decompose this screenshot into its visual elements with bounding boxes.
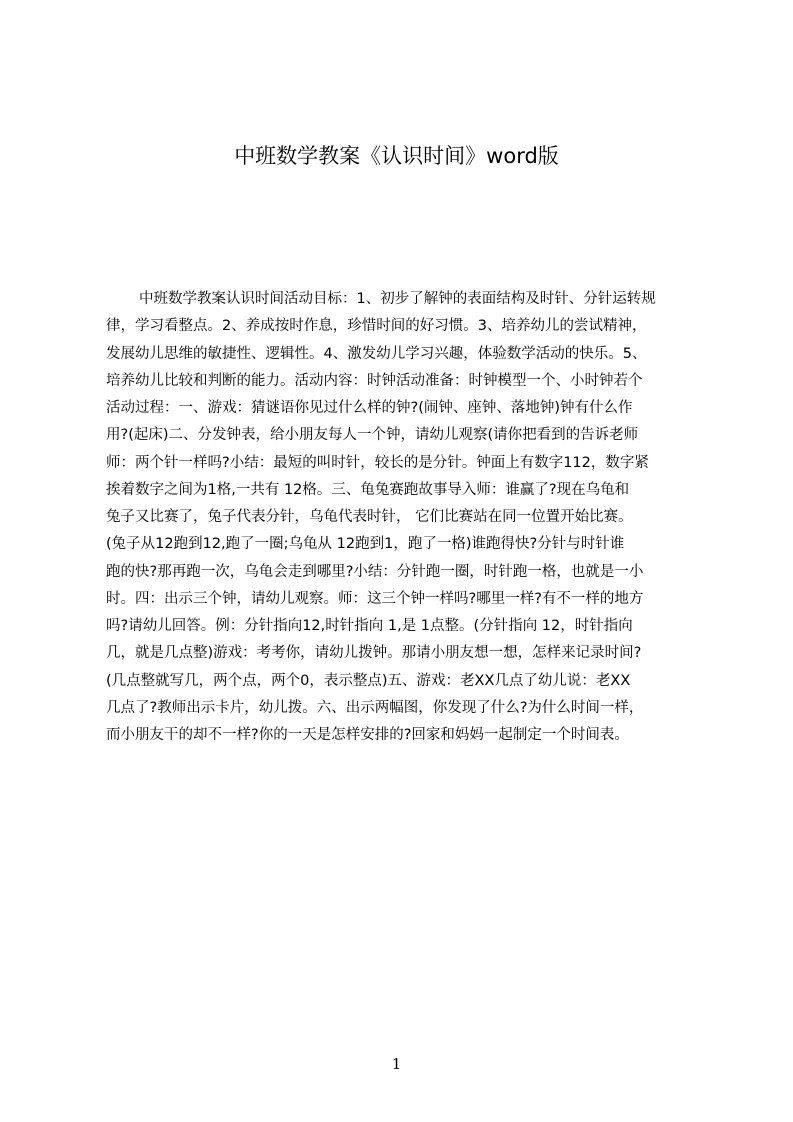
body-line: 几，就是几点整)游戏：考考你，请幼儿拨钟。那请小朋友想一想，怎样来记录时间? [106, 645, 642, 662]
body-line: 培养幼儿比较和判断的能力。活动内容：时钟活动准备：时钟模型一个、小时钟若个 [106, 372, 643, 389]
body-line: 活动过程：一、游戏：猜谜语你见过什么样的钟?(闹钟、座钟、落地钟)钟有什么作 [106, 400, 633, 416]
body-line: 时。四：出示三个钟，请幼儿观察。师：这三个钟一样吗?哪里一样?有不一样的地方 [106, 590, 644, 607]
body-line: (几点整就写几，两个点，两个0，表示整点)五、游戏：老XX几点了幼儿说：老XX [106, 672, 631, 689]
body-line: 跑的快?那再跑一次，乌龟会走到哪里?小结：分针跑一圈，时针跑一格，也就是一小 [106, 563, 644, 580]
body-line: 用?(起床)二、分发钟表，给小朋友每人一个钟，请幼儿观察(请你把看到的告诉老师 [106, 427, 639, 444]
body-line: (兔子从12跑到12,跑了一圈;乌龟从 12跑到1，跑了一格)谁跑得快?分针与时针谁 [106, 536, 625, 553]
body-line: 发展幼儿思维的敏捷性、逻辑性。4、激发幼儿学习兴趣，体验数学活动的快乐。5、 [106, 345, 647, 362]
body-line: 律，学习看整点。2、养成按时作息，珍惜时间的好习惯。3、培养幼儿的尝试精神， [106, 318, 647, 335]
body-line: 挨着数字之间为1格,一共有 12格。三、龟兔赛跑故事导入师：谁赢了?现在乌龟和 [106, 481, 630, 498]
body-line: 而小朋友干的却不一样?你的一天是怎样安排的?回家和妈妈一起制定一个时间表。 [106, 727, 629, 743]
body-line: 中班数学教案认识时间活动目标：1、初步了解钟的表面结构及时针、分针运转规 [139, 291, 656, 307]
body-line: 兔子又比赛了，兔子代表分针，乌龟代表时针， 它们比赛站在同一位置开始比赛。 [106, 509, 633, 525]
page-title: 中班数学教案《认识时间》word版 [234, 144, 559, 168]
body-text [106, 286, 696, 749]
page-number: 1 [391, 1055, 402, 1073]
body-line: 师：两个针一样吗?小结：最短的叫时针，较长的是分针。钟面上有数字112，数字紧 [106, 454, 649, 471]
body-line: 吗?请幼儿回答。例：分针指向12,时针指向 1,是 1点整。(分针指向 12，时针指向 [106, 618, 633, 634]
body-line: 几点了?教师出示卡片，幼儿拨。六、出示两幅图，你发现了什么?为什么时间一样， [106, 699, 644, 716]
